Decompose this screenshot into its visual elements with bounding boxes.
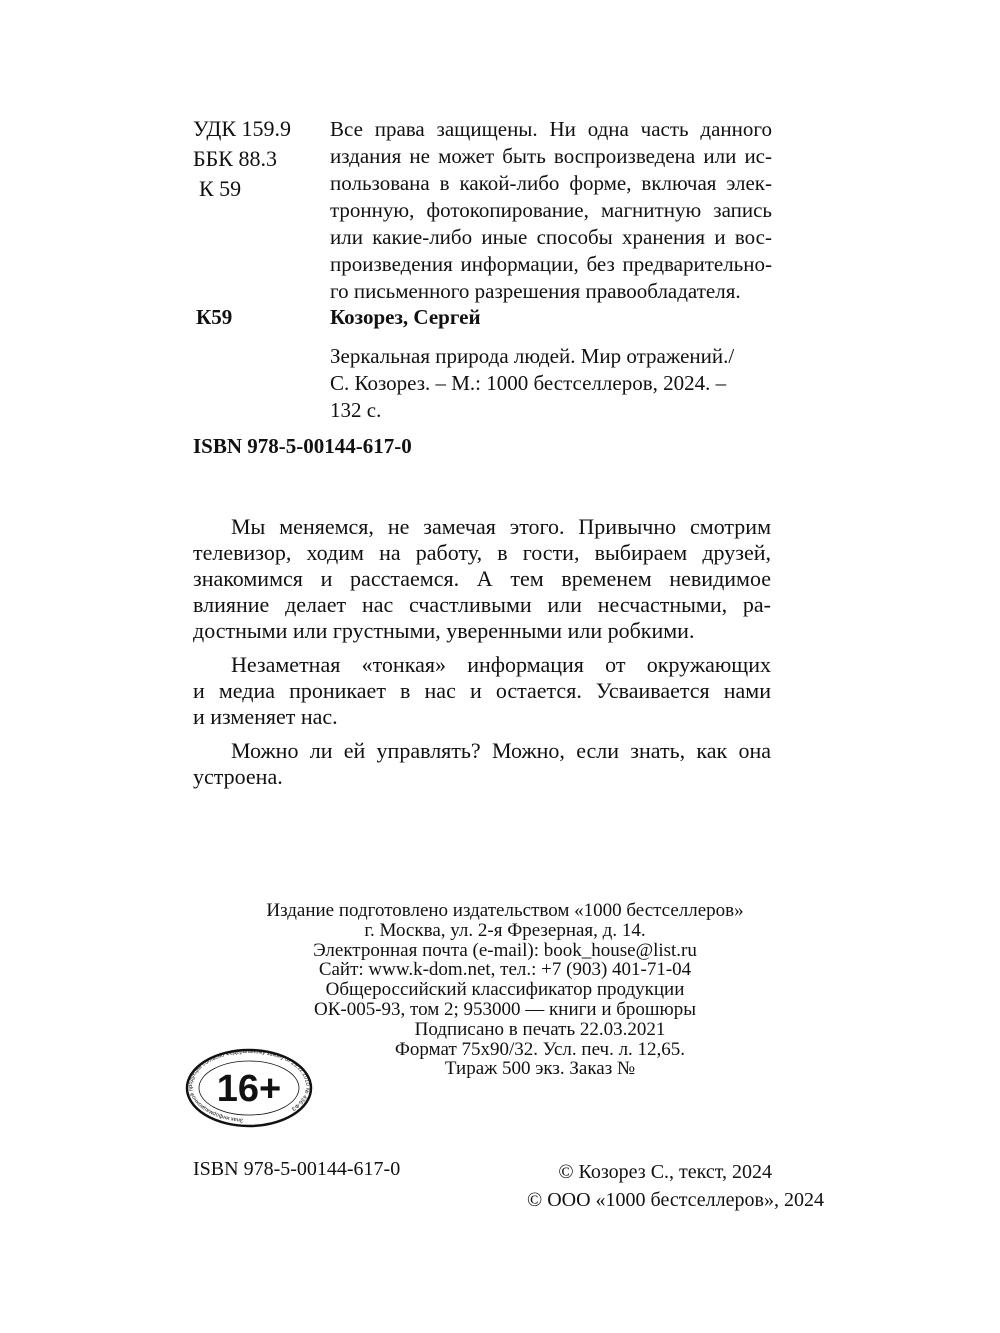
annotation-line: влияние делает нас счастливыми или несчастными, ра- [193,592,771,617]
imprint-line: ОК-005-93, том 2; 953000 — книги и брошюры [314,998,696,1020]
classification-block [193,114,313,204]
biblio-line: Зеркальная природа людей. Мир отражений./ [330,344,735,368]
age-rating-icon [185,1048,313,1128]
annotation-line: достными или грустными, уверенными или робкими. [193,618,695,643]
imprint-line: Формат 75х90/32. Усл. печ. л. 12,65. [394,1038,686,1060]
imprint-line: Издание подготовлено издательством «1000 бестселлеров» [266,900,744,921]
rights-line: издания не может быть воспроизведена или ис- [330,144,772,168]
rights-line: или какие-либо иные способы хранения и вос- [330,225,772,249]
rights-line: произведения информации, без предварительно- [330,252,772,276]
age-rating-ring-text: Знак информационной продукции согласно Федеральному закону от 29.12.2010 № 436-ФЗ [188,1048,311,1123]
annotation-line: Незаметная «тонкая» информация от окружающих [231,652,771,677]
biblio-line: 132 с. [330,398,382,422]
rights-notice [330,116,772,305]
rights-line: го письменного разрешения правообладателя. [330,279,741,303]
footer-isbn: ISBN 978-5-00144-617-0 [193,1158,401,1180]
author-mark: К 59 [199,176,242,201]
annotation-line: знакомимся и расстаемся. А тем временем невидимое [193,566,771,591]
copyright-line: © ООО «1000 бестселлеров», 2024 [527,1189,824,1211]
catalog-code: К59 [196,305,233,329]
annotation-line: телевизор, ходим на работу, в гости, выбираем друзей, [193,540,771,565]
annotation [193,514,771,798]
imprint-line: Тираж 500 экз. Заказ № [444,1058,636,1080]
annotation-line: Мы меняемся, не замечая этого. Привычно смотрим [231,514,771,539]
rights-line: Все права защищены. Ни одна часть данного [330,117,772,141]
annotation-line: и изменяет нас. [193,704,338,729]
annotation-paragraph [193,514,771,644]
annotation-line: и медиа проникает в нас и остается. Усваивается нами [193,678,771,703]
copyright-block [527,1158,824,1214]
imprint-line: Подписано в печать 22.03.2021 [414,1018,666,1040]
imprint-line: г. Москва, ул. 2-я Фрезерная, д. 14. [364,919,646,941]
annotation-line: Можно ли ей управлять? Можно, если знать, как она [231,738,771,763]
annotation-line: устроена. [193,764,283,789]
age-rating-value: 16+ [216,1068,282,1110]
biblio-line: С. Козорез. – М.: 1000 бестселлеров, 2024. – [330,371,727,395]
imprint-line: Общероссийский классификатор продукции [325,979,685,1001]
annotation-paragraph [193,738,771,790]
copyright-line: © Козорез С., текст, 2024 [558,1161,772,1183]
rights-line: пользована в какой-либо форме, включая элек- [330,171,772,195]
rights-line: тронную, фотокопирование, магнитную запись [330,198,772,222]
bbk-code: ББК 88.3 [193,146,277,171]
bibliographic-description [330,343,770,424]
age-rating-badge [185,1048,313,1128]
annotation-paragraph [193,652,771,730]
imprint-line: Электронная почта (e-mail): book_house@list.ru [313,939,697,961]
catalog-isbn: ISBN 978-5-00144-617-0 [193,434,412,458]
catalog-author: Козорез, Сергей [330,305,481,329]
udk-code: УДК 159.9 [193,116,292,141]
imprint-line: Сайт: www.k-dom.net, тел.: +7 (903) 401-71-04 [318,959,692,981]
